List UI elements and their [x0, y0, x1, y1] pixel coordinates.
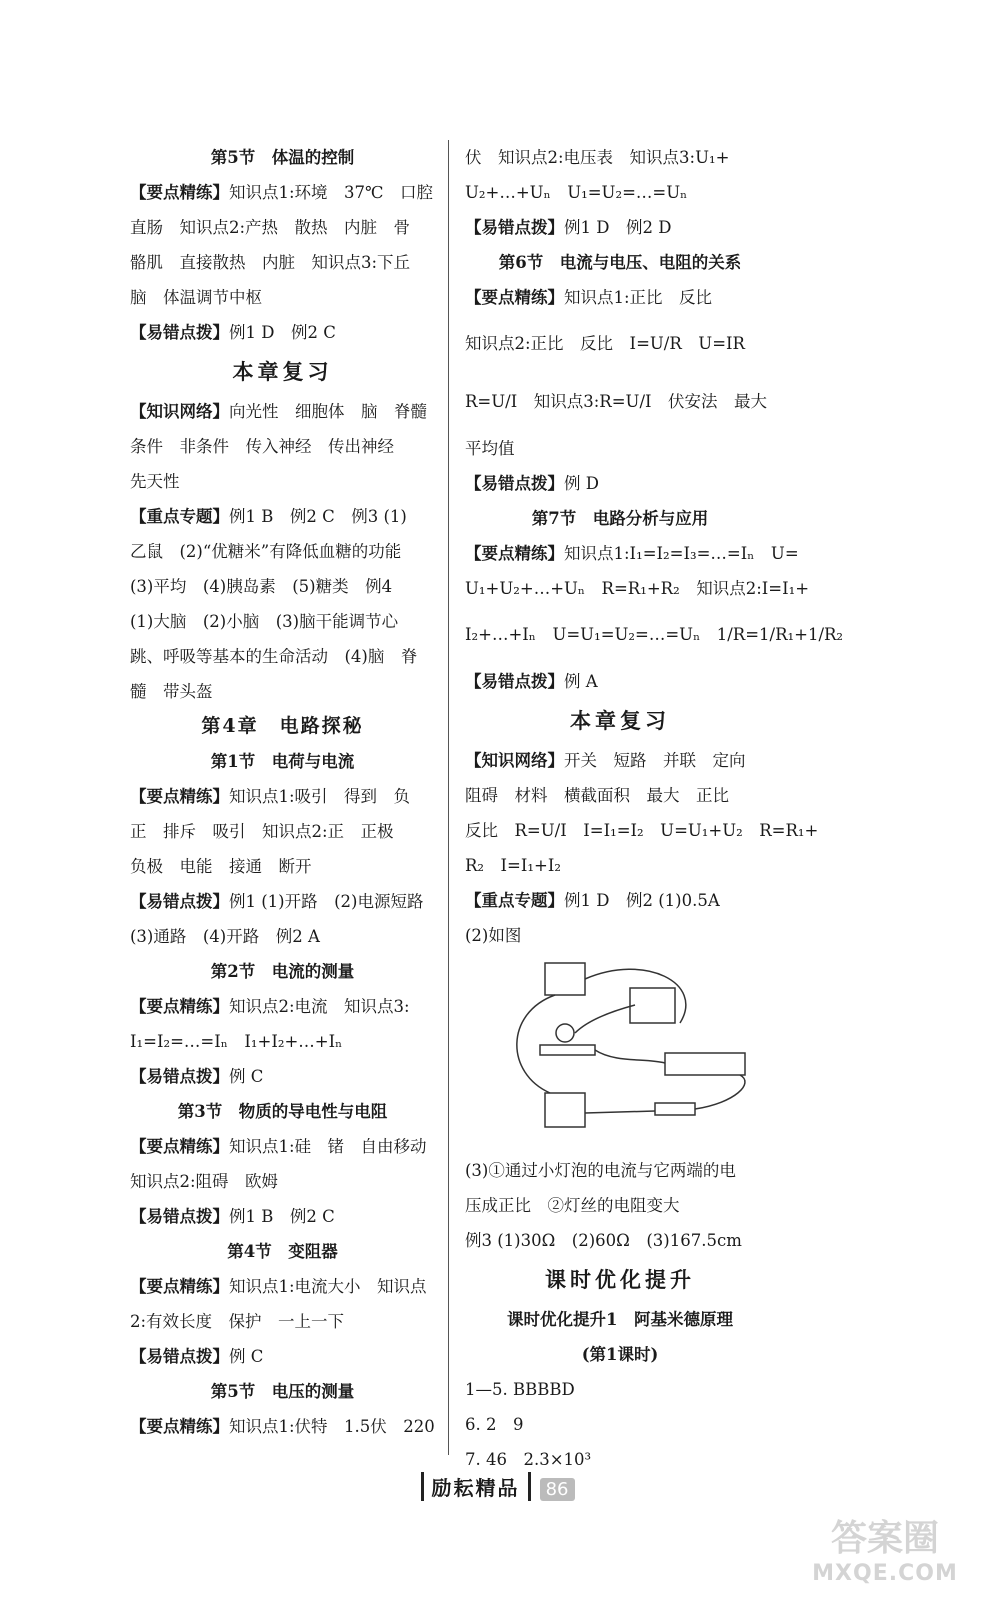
- sec-heading: 课时优化提升1 阿基米德原理: [507, 1310, 733, 1329]
- text-line: 脑 体温调节中枢: [130, 288, 262, 307]
- text-line: 直肠 知识点2:产热 散热 内脏 骨: [130, 218, 411, 237]
- sec-heading: 第6节 电流与电压、电阻的关系: [498, 253, 742, 272]
- sec-heading: 第4节 变阻器: [227, 1242, 338, 1261]
- section-tag: 【要点精练】: [130, 787, 229, 806]
- answer-text: 例1 B 例2 C 例3 (1): [229, 507, 407, 526]
- text-line: I₁=I₂=…=Iₙ I₁+I₂+…+Iₙ: [130, 1032, 343, 1051]
- text-line: [130, 1339, 435, 1374]
- frac-heading: 知识点2:正比 反比 I=U/R U=IR: [465, 334, 745, 353]
- answer-text: 知识点1:电流大小 知识点: [229, 1277, 427, 1296]
- page-number: 86: [540, 1478, 575, 1501]
- watermark-bottom: MXQE.COM: [812, 1561, 958, 1586]
- text-line: [130, 394, 435, 429]
- answer-text: 例1 D 例2 (1)0.5A: [564, 891, 720, 910]
- text-line: 知识点2:阻碍 欧姆: [130, 1172, 279, 1191]
- text-line: [465, 536, 799, 571]
- answer-text: 向光性 细胞体 脑 脊髓: [229, 402, 427, 421]
- chap-heading: 第4章 电路探秘: [201, 715, 364, 737]
- frac-heading: I₂+…+Iₙ U=U₁=U₂=…=Uₙ 1/R=1/R₁+1/R₂: [465, 625, 844, 644]
- text-line: 7. 46 2.3×10³: [465, 1450, 592, 1469]
- answer-text: 例1 (1)开路 (2)电源短路: [229, 892, 424, 911]
- section-tag: 【易错点拨】: [465, 218, 564, 237]
- answer-text: 例 D: [564, 474, 599, 493]
- frac-heading: R=U/I 知识点3:R=U/I 伏安法 最大: [465, 392, 768, 411]
- text-line: 正 排斥 吸引 知识点2:正 正极: [130, 822, 394, 841]
- section-tag: 【易错点拨】: [465, 672, 564, 691]
- answer-text: 例1 D 例2 D: [564, 218, 672, 237]
- section-tag: 【易错点拨】: [130, 1207, 229, 1226]
- section-tag: 【要点精练】: [130, 1137, 229, 1156]
- text-line: [465, 664, 775, 699]
- answer-text: 开关 短路 并联 定向: [564, 751, 746, 770]
- bulb-shape: [556, 1024, 574, 1042]
- circuit-diagram-svg: [465, 953, 765, 1143]
- column-divider: [448, 140, 449, 1455]
- section-tag: 【要点精练】: [130, 183, 229, 202]
- section-tag: 【要点精练】: [465, 544, 564, 563]
- text-line: 1—5. BBBBD: [465, 1380, 575, 1399]
- text-line: [130, 499, 435, 534]
- answer-text: 例 C: [229, 1067, 264, 1086]
- big-heading: 本章复习: [232, 359, 333, 384]
- battery-shape: [545, 1093, 585, 1127]
- text-line: 2:有效长度 保护 一上一下: [130, 1312, 345, 1331]
- text-line: U₂+…+Uₙ U₁=U₂=…=Uₙ: [465, 183, 688, 202]
- text-line: U₁+U₂+…+Uₙ R=R₁+R₂ 知识点2:I=I₁+: [465, 579, 810, 598]
- sec-heading: 第5节 体温的控制: [210, 148, 355, 167]
- answer-text: 知识点1:伏特 1.5伏 220: [229, 1417, 435, 1436]
- text-line: [130, 1059, 435, 1094]
- answer-text: 知识点1:环境 37℃ 口腔: [229, 183, 434, 202]
- text-line: 反比 R=U/I I=I₁=I₂ U=U₁+U₂ R=R₁+: [465, 821, 819, 840]
- text-line: 6. 2 9: [465, 1415, 524, 1434]
- text-line: [465, 743, 775, 778]
- sec-heading: 第3节 物质的导电性与电阻: [177, 1102, 388, 1121]
- answer-text: 知识点1:硅 锗 自由移动: [229, 1137, 427, 1156]
- text-line: [130, 1269, 435, 1304]
- text-line: 髓 带头盔: [130, 682, 213, 701]
- section-tag: 【易错点拨】: [130, 1067, 229, 1086]
- section-tag: 【重点专题】: [465, 891, 564, 910]
- text-line: 跳、呼吸等基本的生命活动 (4)脑 脊: [130, 647, 418, 666]
- answer-text: 知识点1:吸引 得到 负: [229, 787, 411, 806]
- text-line: [130, 1409, 435, 1444]
- text-line: [130, 989, 435, 1024]
- answer-text: 知识点1:I₁=I₂=I₃=…=Iₙ U=: [564, 544, 799, 563]
- section-tag: 【易错点拨】: [130, 323, 229, 342]
- answer-text: 例 C: [229, 1347, 264, 1366]
- page-footer: [0, 1472, 995, 1501]
- section-tag: 【要点精练】: [130, 997, 229, 1016]
- text-line: (3)通路 (4)开路 例2 A: [130, 927, 320, 946]
- text-line: [465, 210, 775, 245]
- section-tag: 【要点精练】: [130, 1417, 229, 1436]
- voltmeter-shape: [630, 988, 675, 1023]
- sec-heading: 第2节 电流的测量: [210, 962, 355, 981]
- sec-heading: 第7节 电路分析与应用: [531, 509, 709, 528]
- text-line: 压成正比 ②灯丝的电阻变大: [465, 1196, 680, 1215]
- answer-text: 例1 B 例2 C: [229, 1207, 335, 1226]
- text-line: (2)如图: [465, 926, 522, 945]
- watermark-top: 答案圈: [830, 1518, 939, 1559]
- text-line: [130, 779, 435, 814]
- answer-text: 知识点2:电流 知识点3:: [229, 997, 410, 1016]
- text-line: [465, 883, 775, 918]
- text-line: 阻碍 材料 横截面积 最大 正比: [465, 786, 729, 805]
- section-tag: 【知识网络】: [465, 751, 564, 770]
- text-line: 乙鼠 (2)“优糖米”有降低血糖的功能: [130, 542, 402, 561]
- section-tag: 【易错点拨】: [465, 474, 564, 493]
- text-line: [130, 1129, 435, 1164]
- text-line: 先天性: [130, 472, 180, 491]
- big-heading: 课时优化提升: [545, 1267, 695, 1292]
- text-line: (3)平均 (4)胰岛素 (5)糖类 例4: [130, 577, 393, 596]
- rheostat-shape: [665, 1053, 745, 1075]
- switch-shape: [655, 1103, 695, 1115]
- text-line: [130, 1199, 435, 1234]
- section-tag: 【易错点拨】: [130, 892, 229, 911]
- text-line: (1)大脑 (2)小脑 (3)脑干能调节心: [130, 612, 399, 631]
- section-tag: 【要点精练】: [465, 288, 564, 307]
- text-line: 条件 非条件 传入神经 传出神经: [130, 437, 394, 456]
- brand-logo: 励耘精品: [421, 1472, 531, 1501]
- section-tag: 【要点精练】: [130, 1277, 229, 1296]
- text-line: [465, 466, 775, 501]
- text-line: 伏 知识点2:电压表 知识点3:U₁+: [465, 148, 730, 167]
- text-line: R₂ I=I₁+I₂: [465, 856, 561, 875]
- text-line: [130, 315, 435, 350]
- section-tag: 【易错点拨】: [130, 1347, 229, 1366]
- text-line: 负极 电能 接通 断开: [130, 857, 312, 876]
- section-tag: 【重点专题】: [130, 507, 229, 526]
- watermark: [800, 1510, 970, 1586]
- section-tag: 【知识网络】: [130, 402, 229, 421]
- circuit-diagram: [465, 953, 775, 1153]
- answer-text: 知识点1:正比 反比: [564, 288, 713, 307]
- text-line: [130, 884, 435, 919]
- left-column: [130, 140, 435, 1444]
- answer-text: 例 A: [564, 672, 598, 691]
- right-column: [465, 140, 844, 1477]
- text-line: 平均值: [465, 439, 515, 458]
- ammeter-shape: [545, 963, 585, 995]
- answer-text: 例1 D 例2 C: [229, 323, 336, 342]
- text-line: 骼肌 直接散热 内脏 知识点3:下丘: [130, 253, 411, 272]
- text-line: [465, 280, 775, 315]
- sec-heading: 第1节 电荷与电流: [210, 752, 355, 771]
- text-line: (3)①通过小灯泡的电流与它两端的电: [465, 1161, 736, 1180]
- sec-heading: (第1课时): [581, 1345, 659, 1364]
- sec-heading: 第5节 电压的测量: [210, 1382, 355, 1401]
- text-line: 例3 (1)30Ω (2)60Ω (3)167.5cm: [465, 1231, 742, 1250]
- text-line: [130, 175, 435, 210]
- big-heading: 本章复习: [570, 708, 670, 733]
